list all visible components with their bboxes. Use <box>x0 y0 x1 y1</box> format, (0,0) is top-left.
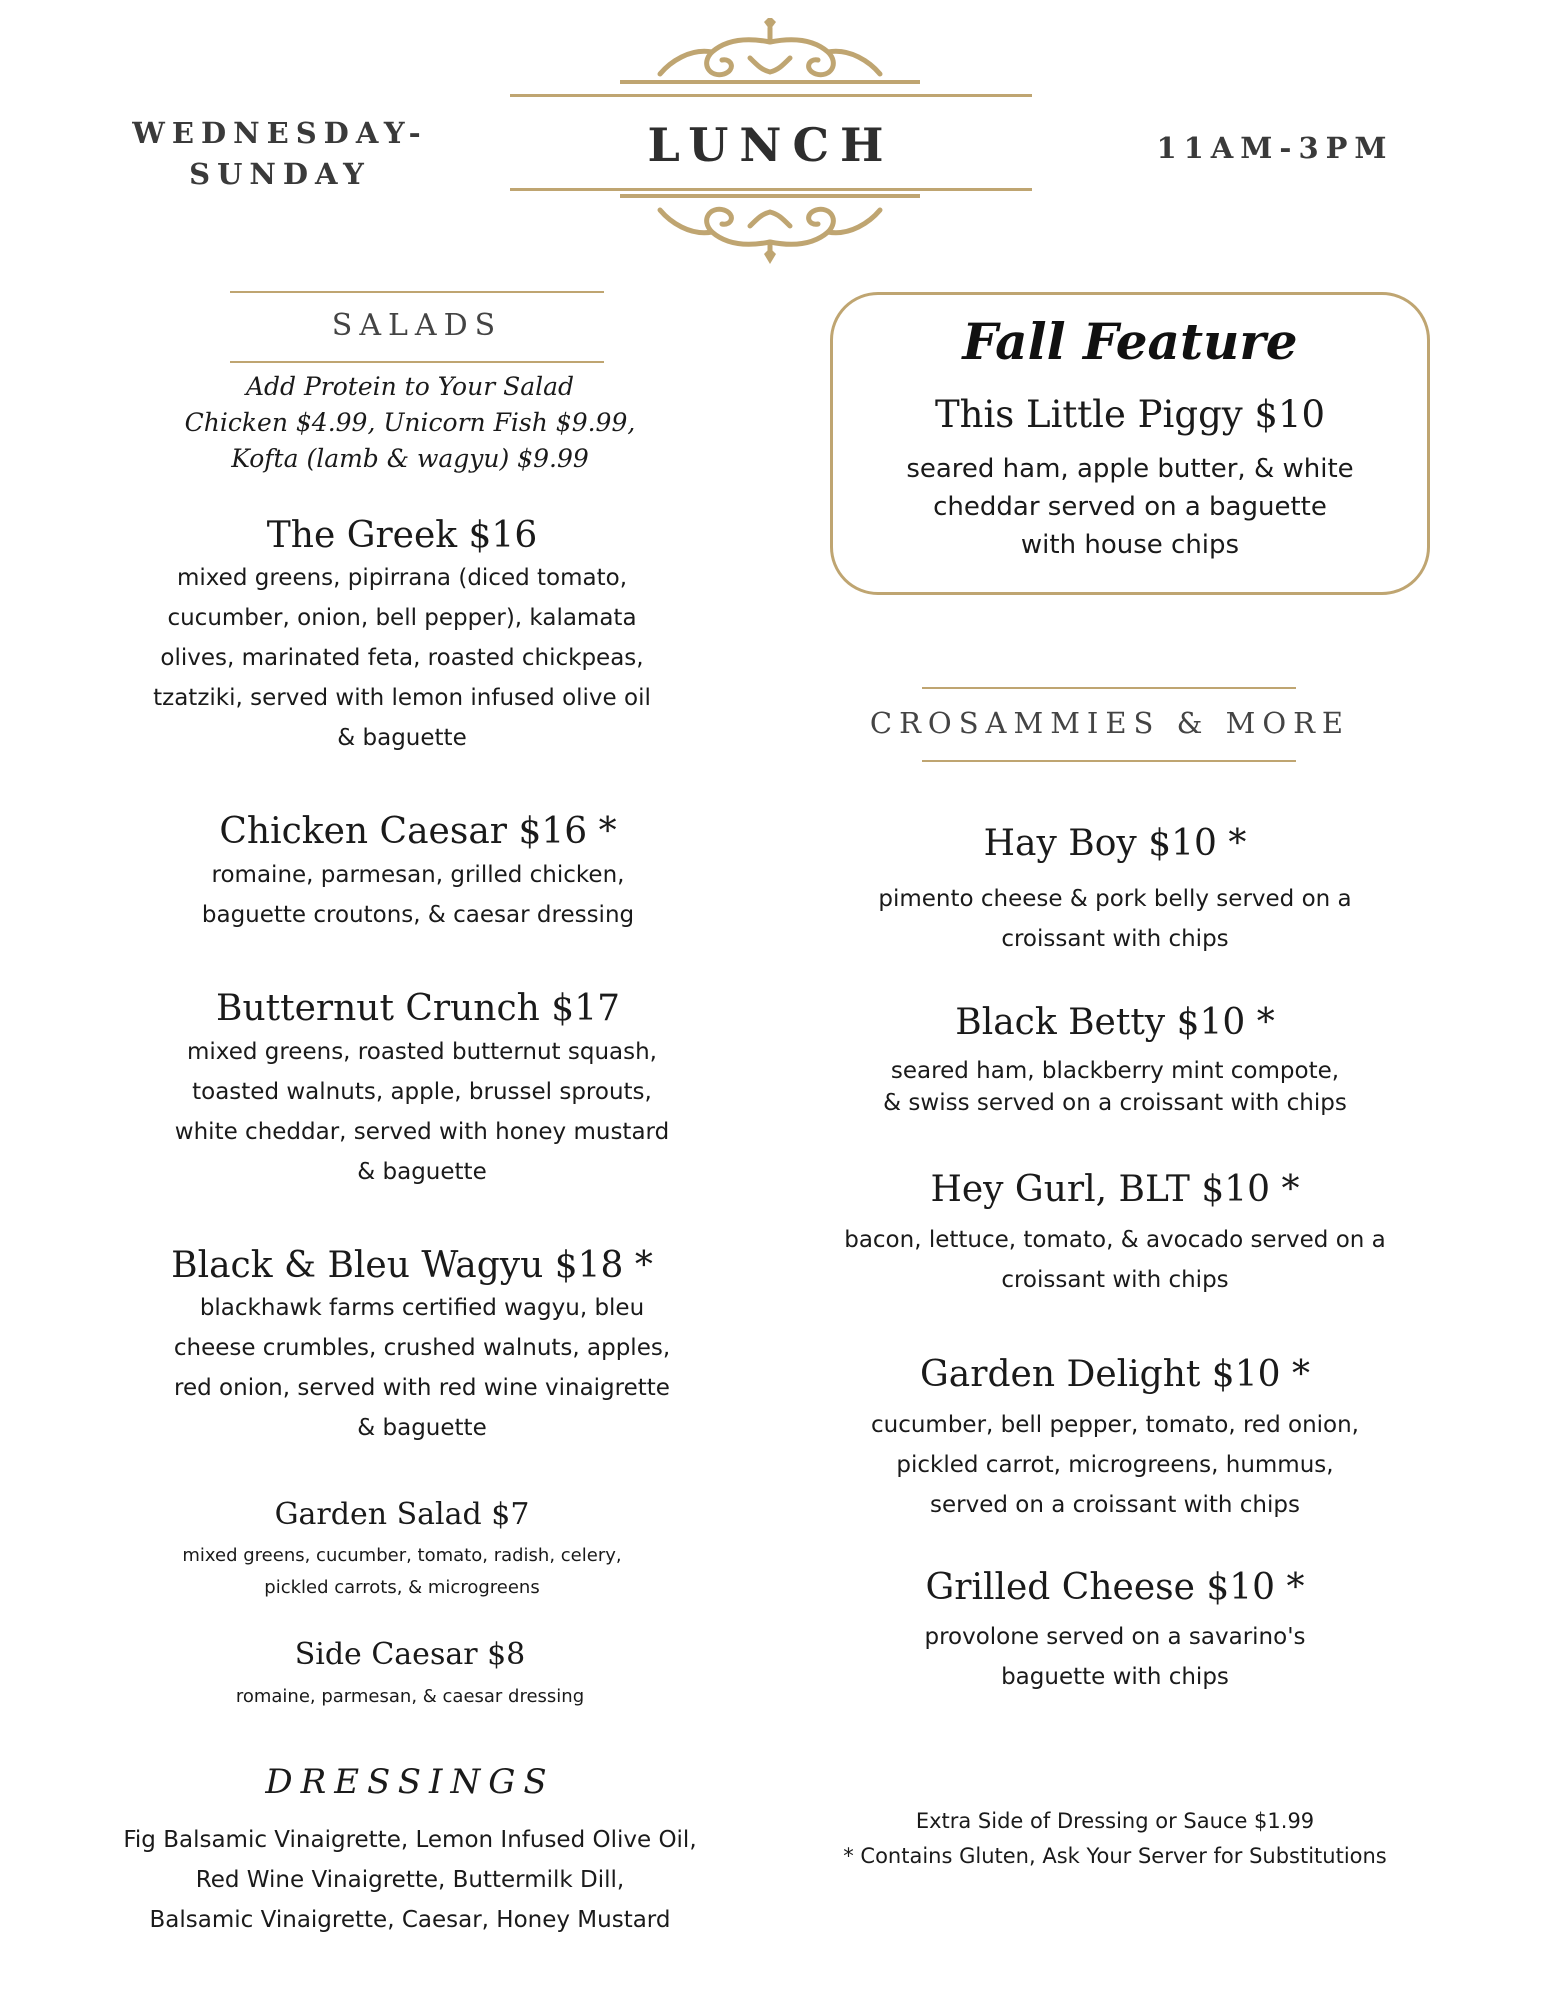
salad-description: romaine, parmesan, & caesar dressing <box>235 1686 585 1707</box>
hours-label: 11AM-3PM <box>1156 131 1394 165</box>
crosammie-description: provolone served on a savarino's baguette with chips <box>924 1624 1306 1690</box>
fall-feature-title: Fall Feature <box>962 312 1298 371</box>
crosammie-name: Grilled Cheese $10 * <box>925 1567 1305 1608</box>
salad-description: mixed greens, cucumber, tomato, radish, celery, pickled carrots, & microgreens <box>182 1545 622 1598</box>
bottom-ornament-icon <box>600 190 940 266</box>
salad-name: Black & Bleu Wagyu $18 * <box>171 1245 653 1286</box>
feature-item-name: This Little Piggy $10 <box>934 393 1326 436</box>
menu-title: LUNCH <box>647 118 895 172</box>
salad-description: romaine, parmesan, grilled chicken, baguette croutons, & caesar dressing <box>201 862 635 928</box>
salad-description: blackhawk farms certified wagyu, bleu cheese crumbles, crushed walnuts, apples, red onion, served with red wine vinaigrette & baguette <box>173 1295 671 1441</box>
protein-addon-note: Add Protein to Your Salad Chicken $4.99, Unicorn Fish $9.99, Kofta (lamb & wagyu) $9.99 <box>184 372 636 473</box>
salad-name: Side Caesar $8 <box>294 1637 526 1672</box>
extra-dressing-note: Extra Side of Dressing or Sauce $1.99 <box>915 1809 1315 1833</box>
salads-rule-top <box>230 291 604 293</box>
crosammies-rule-bottom <box>922 760 1296 762</box>
salad-name: Chicken Caesar $16 * <box>219 811 617 852</box>
salad-description: mixed greens, roasted butternut squash, toasted walnuts, apple, brussel sprouts, white cheddar, served with honey mustard & baguette <box>174 1039 670 1185</box>
days-label: WEDNESDAY- SUNDAY <box>132 116 428 191</box>
salads-heading: SALADS <box>331 308 503 343</box>
dressings-heading: DRESSINGS <box>265 1762 555 1802</box>
salad-name: The Greek $16 <box>266 515 538 556</box>
feature-item-description: seared ham, apple butter, & white cheddar served on a baguette with house chips <box>906 454 1354 560</box>
crosammie-description: pimento cheese & pork belly served on a croissant with chips <box>878 886 1352 952</box>
header-top-rule <box>510 94 1032 97</box>
salad-name: Garden Salad $7 <box>274 1497 530 1532</box>
crosammie-description: cucumber, bell pepper, tomato, red onion, pickled carrot, microgreens, hummus, served on a croissant with chips <box>870 1412 1359 1518</box>
gluten-note: * Contains Gluten, Ask Your Server for Substitutions <box>843 1844 1387 1868</box>
salad-name: Butternut Crunch $17 <box>216 988 620 1029</box>
crosammie-name: Black Betty $10 * <box>955 1002 1275 1043</box>
crosammie-name: Garden Delight $10 * <box>920 1354 1310 1395</box>
crosammie-description: seared ham, blackberry mint compote, & swiss served on a croissant with chips <box>883 1058 1347 1116</box>
salads-rule-bottom <box>230 361 604 363</box>
crosammie-name: Hey Gurl, BLT $10 * <box>930 1169 1300 1210</box>
top-ornament-icon <box>600 18 940 90</box>
crosammies-heading: CROSAMMIES & MORE <box>869 706 1351 740</box>
crosammie-name: Hay Boy $10 * <box>983 823 1247 864</box>
salad-description: mixed greens, pipirrana (diced tomato, cucumber, onion, bell pepper), kalamata olives, marinated feta, roasted chickpeas, tzatziki, served with lemon infused olive oil & baguette <box>153 565 651 751</box>
dressings-list: Fig Balsamic Vinaigrette, Lemon Infused Olive Oil, Red Wine Vinaigrette, Buttermilk Dill, Balsamic Vinaigrette, Caesar, Honey Mustard <box>123 1827 697 1933</box>
crosammie-description: bacon, lettuce, tomato, & avocado served on a croissant with chips <box>844 1227 1386 1293</box>
crosammies-rule-top <box>922 687 1296 689</box>
